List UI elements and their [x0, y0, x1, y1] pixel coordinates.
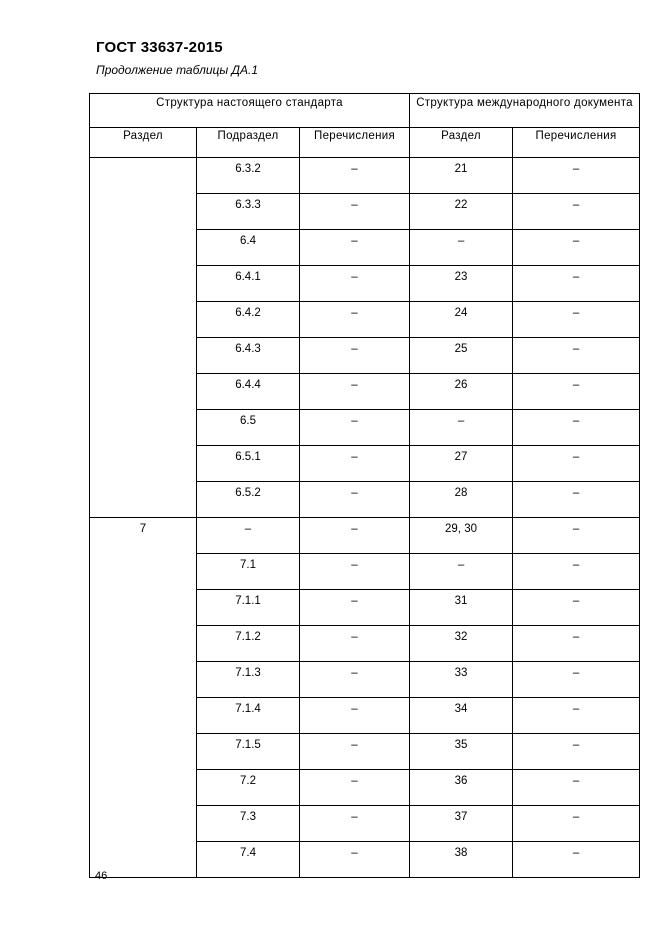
- subsection-cell: –: [197, 518, 300, 554]
- enumerations-cell: –: [300, 410, 410, 446]
- enumerations-cell: –: [300, 194, 410, 230]
- enumerations-cell: –: [300, 842, 410, 878]
- intl-section-cell: 22: [410, 194, 513, 230]
- subsection-cell: 6.3.3: [197, 194, 300, 230]
- intl-section-cell: –: [410, 410, 513, 446]
- table-header: [90, 94, 640, 158]
- subsection-cell: 6.5.1: [197, 446, 300, 482]
- intl-section-cell: 33: [410, 662, 513, 698]
- column-header-subsection: Подраздел: [197, 128, 300, 158]
- intl-section-cell: 26: [410, 374, 513, 410]
- subsection-cell: 7.3: [197, 806, 300, 842]
- table-continuation-caption: Продолжение таблицы ДА.1: [96, 63, 259, 77]
- enumerations-cell: –: [300, 698, 410, 734]
- intl-enumerations-cell: –: [513, 626, 640, 662]
- intl-enumerations-cell: –: [513, 734, 640, 770]
- enumerations-cell: –: [300, 518, 410, 554]
- intl-enumerations-cell: –: [513, 554, 640, 590]
- intl-section-cell: 37: [410, 806, 513, 842]
- intl-enumerations-cell: –: [513, 302, 640, 338]
- international-structure-header: Структура международного документа: [410, 94, 640, 128]
- document-title: ГОСТ 33637-2015: [96, 39, 223, 56]
- intl-section-cell: 38: [410, 842, 513, 878]
- intl-section-cell: 23: [410, 266, 513, 302]
- intl-enumerations-cell: –: [513, 806, 640, 842]
- enumerations-cell: –: [300, 734, 410, 770]
- enumerations-cell: –: [300, 230, 410, 266]
- enumerations-cell: –: [300, 590, 410, 626]
- subsection-cell: 7.1.3: [197, 662, 300, 698]
- column-header-intl-section: Раздел: [410, 128, 513, 158]
- subsection-cell: 7.2: [197, 770, 300, 806]
- column-header-section: Раздел: [90, 128, 197, 158]
- intl-enumerations-cell: –: [513, 590, 640, 626]
- subsection-cell: 6.4: [197, 230, 300, 266]
- subsection-cell: 7.1.2: [197, 626, 300, 662]
- intl-enumerations-cell: –: [513, 446, 640, 482]
- enumerations-cell: –: [300, 554, 410, 590]
- table-body: [90, 158, 640, 878]
- enumerations-cell: –: [300, 806, 410, 842]
- subsection-cell: 6.4.1: [197, 266, 300, 302]
- intl-section-cell: 32: [410, 626, 513, 662]
- intl-section-cell: 31: [410, 590, 513, 626]
- intl-section-cell: 24: [410, 302, 513, 338]
- intl-enumerations-cell: –: [513, 518, 640, 554]
- intl-enumerations-cell: –: [513, 266, 640, 302]
- enumerations-cell: –: [300, 158, 410, 194]
- subsection-cell: 6.5: [197, 410, 300, 446]
- intl-enumerations-cell: –: [513, 698, 640, 734]
- intl-enumerations-cell: –: [513, 842, 640, 878]
- intl-enumerations-cell: –: [513, 770, 640, 806]
- enumerations-cell: –: [300, 446, 410, 482]
- intl-enumerations-cell: –: [513, 338, 640, 374]
- table-row: [90, 158, 640, 194]
- table-row: [90, 518, 640, 554]
- intl-section-cell: 28: [410, 482, 513, 518]
- enumerations-cell: –: [300, 266, 410, 302]
- intl-section-cell: 35: [410, 734, 513, 770]
- intl-enumerations-cell: –: [513, 194, 640, 230]
- intl-enumerations-cell: –: [513, 158, 640, 194]
- enumerations-cell: –: [300, 626, 410, 662]
- intl-enumerations-cell: –: [513, 410, 640, 446]
- enumerations-cell: –: [300, 338, 410, 374]
- subsection-cell: 6.3.2: [197, 158, 300, 194]
- intl-section-cell: 34: [410, 698, 513, 734]
- intl-section-cell: 36: [410, 770, 513, 806]
- national-structure-header: Структура настоящего стандарта: [90, 94, 410, 128]
- intl-section-cell: –: [410, 554, 513, 590]
- subsection-cell: 7.1.1: [197, 590, 300, 626]
- intl-section-cell: 27: [410, 446, 513, 482]
- group-header-row: [90, 94, 640, 128]
- intl-section-cell: 21: [410, 158, 513, 194]
- column-header-row: [90, 128, 640, 158]
- intl-enumerations-cell: –: [513, 662, 640, 698]
- enumerations-cell: –: [300, 770, 410, 806]
- subsection-cell: 6.4.4: [197, 374, 300, 410]
- intl-enumerations-cell: –: [513, 482, 640, 518]
- subsection-cell: 6.4.2: [197, 302, 300, 338]
- enumerations-cell: –: [300, 374, 410, 410]
- intl-enumerations-cell: –: [513, 374, 640, 410]
- enumerations-cell: –: [300, 662, 410, 698]
- enumerations-cell: –: [300, 482, 410, 518]
- subsection-cell: 7.1: [197, 554, 300, 590]
- intl-section-cell: –: [410, 230, 513, 266]
- enumerations-cell: –: [300, 302, 410, 338]
- subsection-cell: 6.5.2: [197, 482, 300, 518]
- page-number: 46: [95, 870, 108, 882]
- intl-enumerations-cell: –: [513, 230, 640, 266]
- subsection-cell: 7.4: [197, 842, 300, 878]
- subsection-cell: 7.1.4: [197, 698, 300, 734]
- intl-section-cell: 25: [410, 338, 513, 374]
- intl-section-cell: 29, 30: [410, 518, 513, 554]
- column-header-intl-enumerations: Перечисления: [513, 128, 640, 158]
- subsection-cell: 6.4.3: [197, 338, 300, 374]
- section-cell: [90, 158, 197, 518]
- column-header-enumerations: Перечисления: [300, 128, 410, 158]
- section-cell: 7: [90, 518, 197, 878]
- subsection-cell: 7.1.5: [197, 734, 300, 770]
- correspondence-table: [89, 93, 640, 878]
